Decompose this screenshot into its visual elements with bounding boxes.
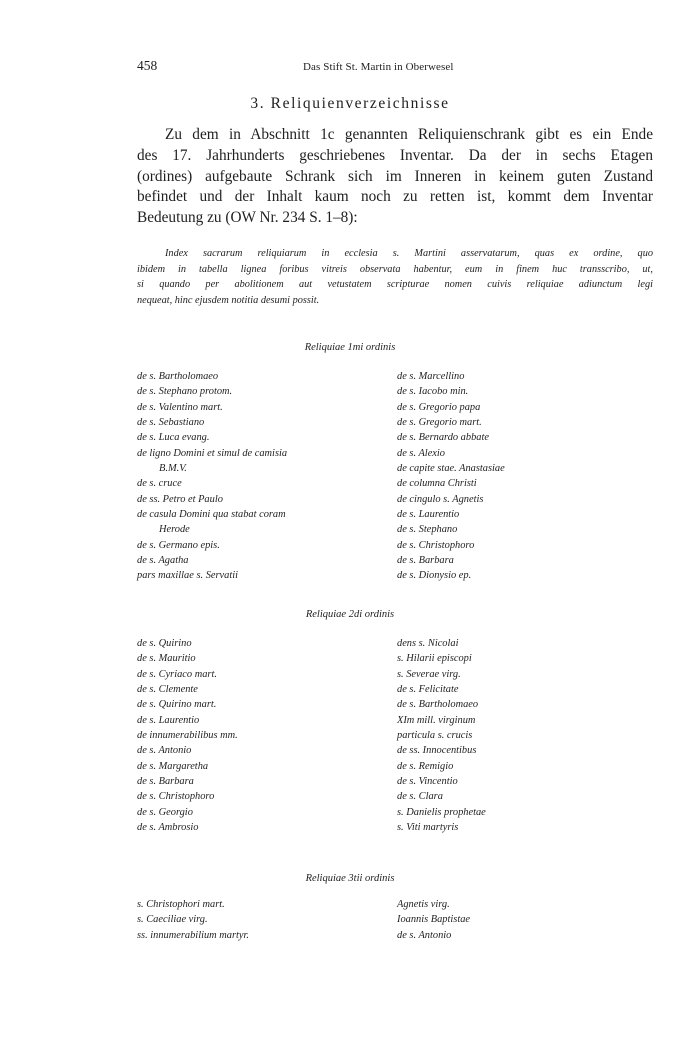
page-number: 458: [137, 58, 158, 73]
relic-entry: XIm mill. virginum: [397, 714, 476, 726]
relic-list-2-right: [397, 636, 486, 835]
relic-entry: particula s. crucis: [397, 730, 473, 742]
latin-line: Index sacrarum reliquiarum in ecclesia s. Martini asservatarum, quas ex ordine, quo: [165, 248, 653, 259]
intro-line: befindet und der Inhalt kaum noch zu retten ist, kommt dem Inventar: [137, 188, 653, 206]
relic-entry: de s. Bartholomaeo: [397, 699, 479, 711]
relic-entry: de capite stae. Anastasiae: [397, 463, 505, 475]
relic-entry: Agnetis virg.: [397, 899, 450, 910]
group-heading-3: Reliquiae 3tii ordinis: [305, 873, 395, 884]
relic-entry: de innumerabilibus mm.: [137, 730, 238, 742]
latin-line: ibidem in tabella lignea foribus vitreis observata habentur, eum in finem huc transscribo, ut,: [137, 263, 653, 275]
relic-entry: de casula Domini qua stabat coram: [137, 509, 286, 521]
relic-entry: de s. Alexio: [397, 447, 445, 459]
relic-list-1-right: [397, 369, 505, 584]
relic-entry: de s. Dionysio ep.: [397, 570, 472, 582]
relic-entry: de cingulo s. Agnetis: [397, 493, 484, 505]
latin-quotation: [137, 246, 653, 308]
relic-entry: Herode: [159, 524, 190, 536]
intro-line: Bedeutung zu (OW Nr. 234 S. 1–8):: [137, 209, 358, 227]
relic-entry: de s. Quirino mart.: [137, 699, 217, 711]
relic-entry: s. Danielis prophetae: [397, 806, 486, 818]
latin-line: nequeat, hinc ejusdem notitia desumi possit.: [137, 294, 320, 306]
relic-entry: de s. Barbara: [137, 776, 194, 788]
relic-entry: de s. Christophoro: [397, 539, 475, 551]
relic-entry: de s. Antonio: [137, 745, 192, 757]
relic-entry: s. Viti martyris: [397, 822, 459, 834]
running-title: Das Stift St. Martin in Oberwesel: [303, 61, 454, 73]
relic-list-3-left: [137, 897, 249, 943]
relic-entry: de s. Laurentio: [137, 714, 200, 726]
relic-entry: de s. Sebastiano: [137, 417, 205, 429]
relic-entry: de s. Valentino mart.: [137, 401, 223, 413]
relic-entry: de s. Stephano protom.: [137, 386, 233, 398]
relic-entry: de s. Margaretha: [137, 760, 209, 772]
relic-entry: de s. Antonio: [397, 929, 452, 941]
relic-entry: de s. cruce: [137, 478, 182, 490]
intro-line: Zu dem in Abschnitt 1c genannten Reliquienschrank gibt es ein Ende: [165, 126, 653, 143]
relic-entry: B.M.V.: [159, 463, 187, 475]
relic-list-3-right: [397, 897, 470, 943]
relic-entry: de s. Bernardo abbate: [397, 432, 489, 444]
relic-entry: de s. Ambrosio: [137, 822, 199, 834]
relic-entry: pars maxillae s. Servatii: [137, 570, 239, 582]
relic-entry: de ligno Domini et simul de camisia: [137, 447, 288, 459]
relic-entry: dens s. Nicolai: [397, 638, 459, 649]
relic-entry: de s. Vincentio: [397, 776, 458, 788]
relic-entry: de s. Clemente: [137, 684, 198, 696]
relic-entry: de s. Clara: [397, 791, 443, 803]
relic-entry: de s. Stephano: [397, 524, 458, 536]
relic-entry: de columna Christi: [397, 478, 477, 490]
relic-entry: de s. Gregorio papa: [397, 401, 481, 413]
intro-line: (ordines) aufgebaute Schrank sich im Inneren in keinem guten Zustand: [137, 167, 653, 185]
relic-entry: s. Hilarii episcopi: [397, 653, 472, 665]
relic-entry: de s. Laurentio: [397, 509, 460, 521]
relic-entry: de ss. Petro et Paulo: [137, 493, 223, 505]
relic-entry: de s. Georgio: [137, 806, 193, 818]
relic-entry: de s. Christophoro: [137, 791, 215, 803]
relic-entry: de s. Barbara: [397, 555, 454, 567]
relic-entry: s. Christophori mart.: [137, 899, 225, 910]
relic-entry: de s. Agatha: [137, 555, 189, 567]
latin-line: si quando per abolitionem aut vetustatem scripturae nomen cuivis reliquiae adiunctum legi: [137, 279, 653, 291]
relic-entry: de s. Mauritio: [137, 653, 196, 665]
intro-line: des 17. Jahrhunderts geschriebenes Inventar. Da der in sechs Etagen: [137, 146, 653, 164]
relic-entry: s. Caeciliae virg.: [137, 914, 208, 926]
relic-entry: de s. Germano epis.: [137, 539, 220, 551]
relic-entry: ss. innumerabilium martyr.: [137, 929, 249, 941]
relic-entry: Ioannis Baptistae: [397, 914, 471, 926]
relic-entry: s. Severae virg.: [397, 668, 461, 680]
relic-entry: de s. Remigio: [397, 760, 454, 772]
group-heading-1: Reliquiae 1mi ordinis: [304, 342, 396, 353]
relic-entry: de s. Felicitate: [397, 684, 459, 696]
relic-entry: de s. Luca evang.: [137, 432, 210, 444]
relic-entry: de s. Quirino: [137, 638, 192, 649]
relic-entry: de s. Gregorio mart.: [397, 417, 482, 429]
relic-entry: de ss. Innocentibus: [397, 745, 477, 757]
intro-paragraph: [137, 125, 653, 229]
section-title: 3. Reliquienverzeichnisse: [250, 95, 450, 112]
relic-entry: de s. Bartholomaeo: [137, 371, 219, 382]
relic-entry: de s. Marcellino: [397, 371, 465, 382]
relic-list-1-left: [137, 369, 287, 584]
relic-list-2-left: [137, 636, 238, 835]
relic-entry: de s. Cyriaco mart.: [137, 668, 217, 680]
relic-entry: de s. Iacobo min.: [397, 386, 469, 398]
group-heading-2: Reliquiae 2di ordinis: [305, 609, 395, 620]
